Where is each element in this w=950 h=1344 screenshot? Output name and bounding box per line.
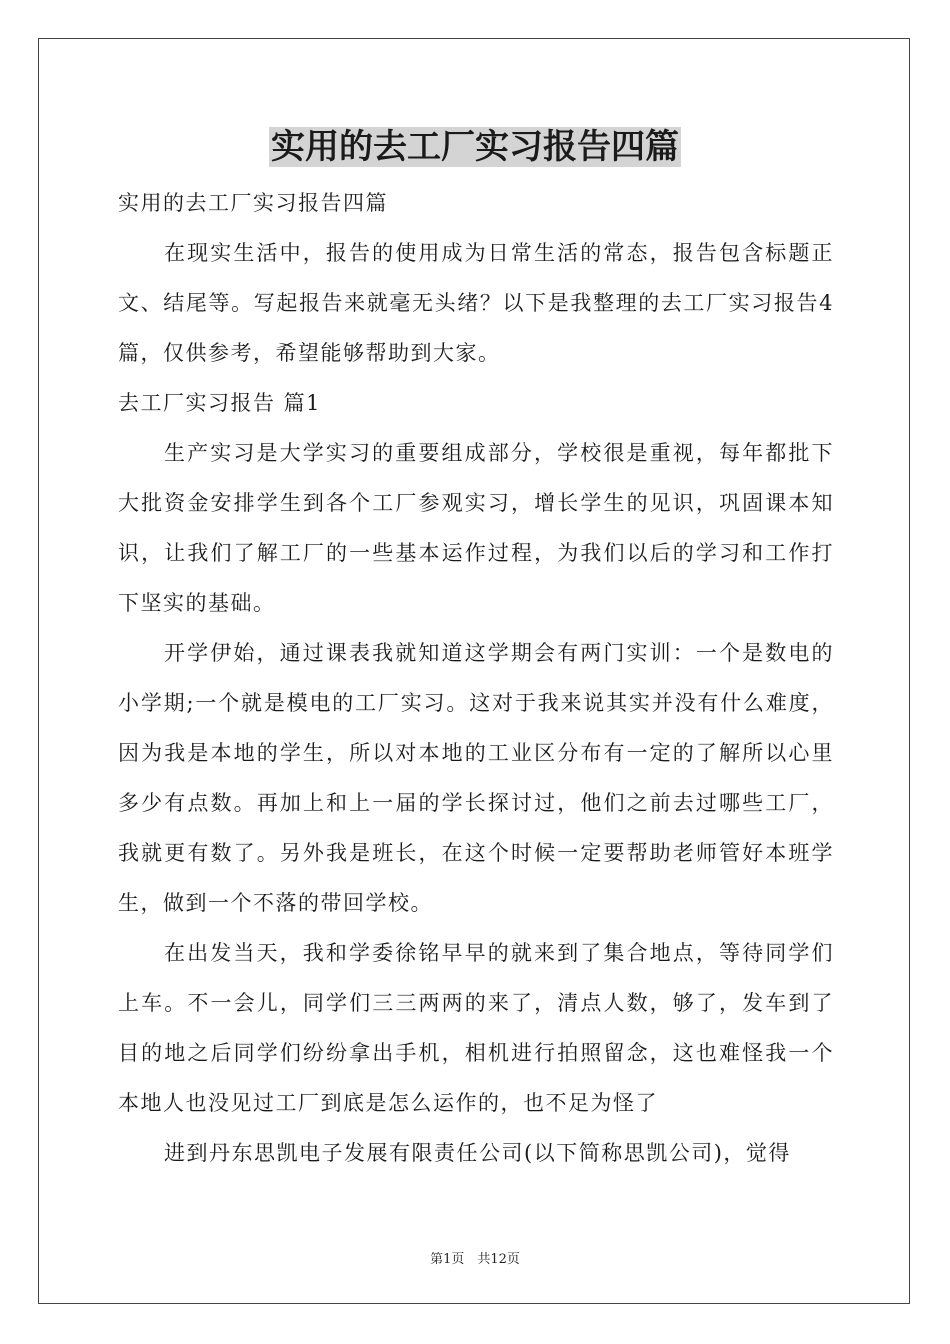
paragraph: 生产实习是大学实习的重要组成部分，学校很是重视，每年都批下大批资金安排学生到各个工厂参观实习，增长学生的见识，巩固课本知识，让我们了解工厂的一些基本运作过程，为我们以后的学习和工作打下坚实的基础。	[118, 441, 834, 615]
paragraph-intro: 在现实生活中，报告的使用成为日常生活的常态，报告包含标题正文、结尾等。写起报告来就毫无头绪？以下是我整理的去工厂实习报告4篇，仅供参考，希望能够帮助到大家。	[118, 241, 834, 365]
paragraph: 开学伊始，通过课表我就知道这学期会有两门实训：一个是数电的小学期;一个就是模电的工厂实习。这对于我来说其实并没有什么难度，因为我是本地的学生，所以对本地的工业区分布有一定的了解所以心里多少有点数。再加上和上一届的学长探讨过，他们之前去过哪些工厂，我就更有数了。另外我是班长，在这个时候一定要帮助老师管好本班学生，做到一个不落的带回学校。	[118, 641, 834, 915]
paragraph: 在出发当天，我和学委徐铭早早的就来到了集合地点，等待同学们上车。不一会儿，同学们三三两两的来了，清点人数，够了，发车到了目的地之后同学们纷纷拿出手机，相机进行拍照留念，这也难怪我一个本地人也没见过工厂到底是怎么运作的，也不足为怪了	[118, 941, 834, 1115]
paragraph: 进到丹东思凯电子发展有限责任公司(以下简称思凯公司)，觉得	[164, 1141, 791, 1165]
document-body	[118, 178, 834, 1178]
section-heading: 去工厂实习报告 篇1	[118, 391, 322, 415]
document-title-text: 实用的去工厂实习报告四篇	[271, 127, 679, 167]
paragraph-subtitle: 实用的去工厂实习报告四篇	[118, 191, 388, 215]
page-number: 第1页 共12页	[430, 1252, 520, 1267]
page-footer	[0, 1248, 950, 1267]
document-title	[0, 122, 950, 172]
